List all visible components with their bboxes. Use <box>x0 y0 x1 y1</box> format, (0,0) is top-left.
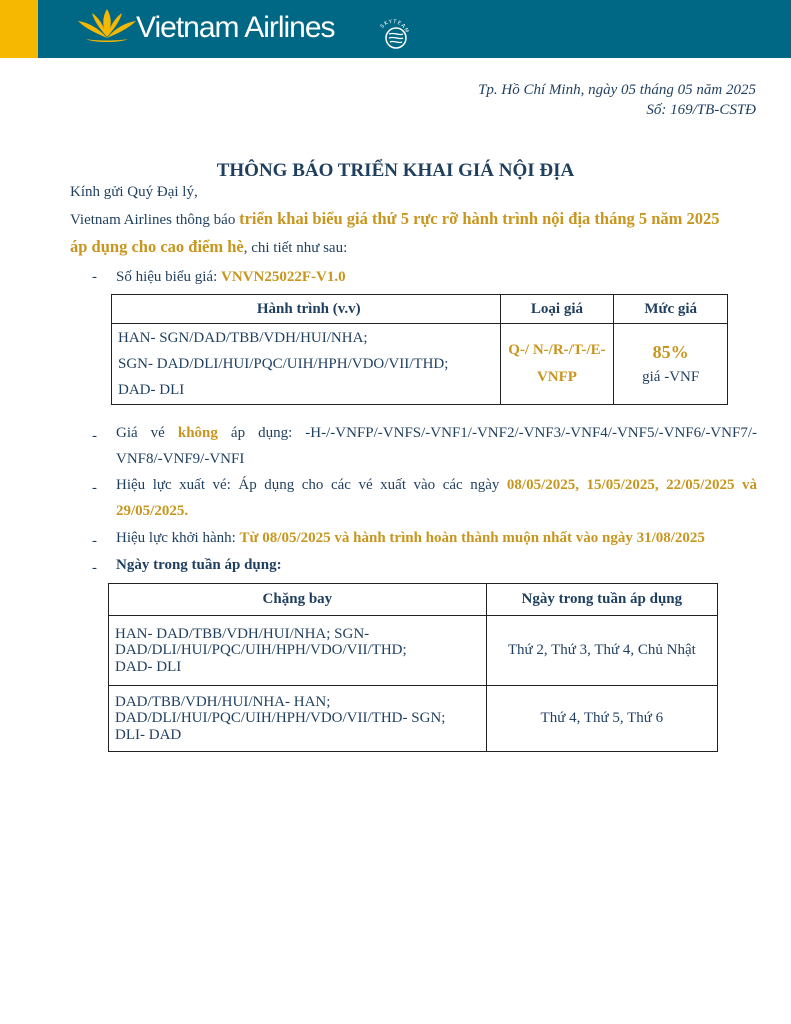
column-header: Hành trình (v.v) <box>112 295 501 324</box>
fare-table <box>111 294 728 405</box>
table-header-row <box>109 584 718 616</box>
brand-name: Vietnam Airlines <box>136 11 335 44</box>
price-note: giá -VNF <box>642 369 700 385</box>
weekday-cell: Thứ 2, Thứ 3, Thứ 4, Chủ Nhật <box>486 616 717 686</box>
salutation: Kính gửi Quý Đại lý, <box>70 184 198 200</box>
bullet-marker: - <box>92 533 97 549</box>
segment-cell: HAN- DAD/TBB/VDH/HUI/NHA; SGN- DAD/DLI/HUI/PQC/UIH/HPH/VDO/VII/THD; DAD- DLI <box>109 616 487 686</box>
header-banner <box>0 0 791 58</box>
bullet-marker: - <box>92 480 97 496</box>
page-title: THÔNG BÁO TRIỂN KHAI GIÁ NỘI ĐỊA <box>216 160 575 181</box>
weekday-cell: Thứ 4, Thứ 5, Thứ 6 <box>486 686 717 752</box>
weekday-table <box>108 583 718 752</box>
intro-highlight: triển khai biểu giá thứ 5 rực rỡ hành trình nội địa tháng 5 năm 2025 <box>239 209 720 228</box>
fare-code-value: VNVN25022F-V1.0 <box>221 269 346 285</box>
table-header-row <box>112 295 728 324</box>
price-cell <box>614 324 728 405</box>
intro-line-1: Vietnam Airlines thông báo triển khai biểu giá thứ 5 rực rỡ hành trình nội địa tháng 5 năm 2025 <box>70 209 720 228</box>
fare-type-cell: Q-/ N-/R-/T-/E- VNFP <box>500 324 614 405</box>
bullet-marker: - <box>92 560 97 576</box>
intro-highlight-2: áp dụng cho cao điểm hè <box>70 237 244 256</box>
bullet-marker: - <box>92 428 97 444</box>
weekdays-label: Ngày trong tuần áp dụng: <box>116 557 282 573</box>
svg-text:SKYTEAM: SKYTEAM <box>379 18 410 35</box>
document-meta <box>478 80 756 120</box>
segment-cell: DAD/TBB/VDH/HUI/NHA- HAN; DAD/DLI/HUI/PQC/UIH/HPH/VDO/VII/THD- SGN; DLI- DAD <box>109 686 487 752</box>
table-row <box>109 686 718 752</box>
ticketing-validity: Hiệu lực xuất vé: Áp dụng cho các vé xuất vào các ngày 08/05/2025, 15/05/2025, 22/05/2025 và 29/05/2025. <box>116 477 758 519</box>
table-row <box>109 616 718 686</box>
column-header: Ngày trong tuần áp dụng <box>486 584 717 616</box>
lotus-logo-icon <box>76 7 138 45</box>
table-row <box>112 324 728 405</box>
column-header: Loại giá <box>500 295 614 324</box>
header-gold-strip <box>0 0 38 58</box>
fare-code-line: Số hiệu biểu giá: VNVN25022F-V1.0 <box>116 269 346 285</box>
bullet-marker: - <box>92 269 97 285</box>
route-cell: HAN- SGN/DAD/TBB/VDH/HUI/NHA; SGN- DAD/DLI/HUI/PQC/UIH/HPH/VDO/VII/THD; DAD- DLI <box>112 324 501 405</box>
not-applicable-text: Giá vé không áp dụng: -H-/-VNFP/-VNFS/-VNF1/-VNF2/-VNF3/-VNF4/-VNF5/-VNF6/-VNF7/- VNF8/-VNF9/-VNFI <box>116 425 757 467</box>
column-header: Mức giá <box>614 295 728 324</box>
column-header: Chặng bay <box>109 584 487 616</box>
intro-line-2: áp dụng cho cao điểm hè, chi tiết như sau: <box>70 237 348 256</box>
price-percent: 85% <box>652 342 689 362</box>
document-number: Số: 169/TB-CSTĐ <box>646 102 756 118</box>
skyteam-logo-icon <box>372 12 414 54</box>
place-date: Tp. Hồ Chí Minh, ngày 05 tháng 05 năm 2025 <box>478 82 756 98</box>
departure-validity: Hiệu lực khởi hành: Từ 08/05/2025 và hành trình hoàn thành muộn nhất vào ngày 31/08/2025 <box>116 530 705 546</box>
